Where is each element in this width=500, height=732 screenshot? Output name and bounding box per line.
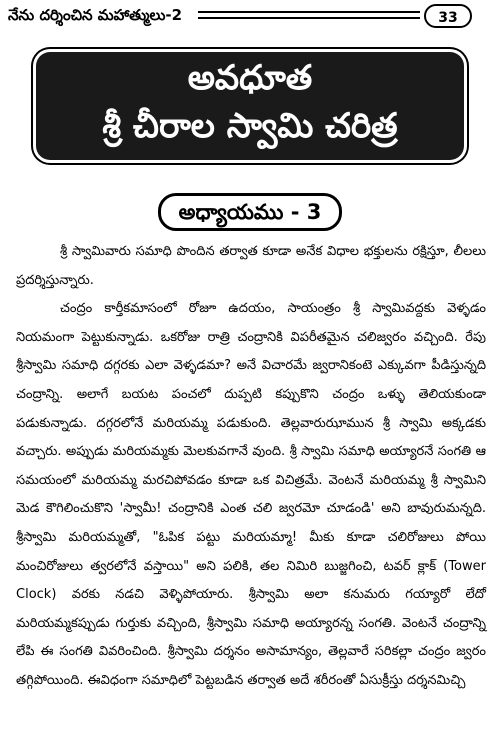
title-line-1: అవధూత [187, 58, 313, 98]
chapter-heading: అధ్యాయము - 3 [158, 193, 342, 231]
running-title: నేను దర్శించిన మహాత్ములు-2 [8, 6, 183, 24]
header-rule [198, 11, 420, 13]
title-line-2: శ్రీ చీరాల స్వామి చరిత్ర [102, 106, 398, 146]
paragraph: శ్రీ స్వామివారు సమాధి పొందిన తర్వాత కూడా అనేక విధాల భక్తులను రక్షిస్తూ, లీలలు ప్రదర్శిస్తున్నారు. [16, 244, 486, 288]
title-banner [36, 52, 464, 160]
page-header [8, 4, 492, 30]
page-number: 33 [424, 4, 472, 28]
paragraph: చంద్రం కార్తీకమాసంలో రోజూ ఉదయం, సాయంత్రం శ్రీ స్వామివద్దకు వెళ్ళడం నియమంగా పెట్టుకున్నాడు. ఒకరోజు రాత్రి చంద్రానికి విపరీతమైన చలిజ్వరం వచ్చింది. రేపు శ్రీస్వామి సమాధి దగ్గరకు ఎలా వెళ్ళడమా? అనే విచారమే జ్వరానికంటె ఎక్కువగా పీడిస్తున్నది చంద్రాన్ని. అలాగే బయట పంచలో దుప్పటి కప్పుకొని చంద్రం ఒళ్ళు తెలియకుండా పడుకున్నాడు. దగ్గరలోనే మరియమ్మ పడుకుంది. తెల్లవారుఝామున శ్రీ స్వామి అక్కడకు వచ్చారు. అప్పుడు మరియమ్మకు మెలకువగానే వుంది. శ్రీ స్వామి సమాధి అయ్యారనే సంగతి ఆ సమయంలో మరియమ్మ మరచిపోవడం కూడా ఒక విచిత్రమే. వెంటనే మరియమ్మ శ్రీ స్వామిని మెడ కౌగిలించుకొని 'స్వామీ! చంద్రానికి ఎంత చలి జ్వరమో చూడండి' అని బావురుమన్నది. శ్రీస్వామి మరియమ్మతో, "ఓపిక పట్టు మరియమ్మా! మీకు కూడా చలిరోజులు పోయి మంచిరోజులు త్వరలోనే వస్తాయి" అని పలికి, తల నిమిరి బుజ్జగించి, టవర్ క్లాక్ (Tower Clock) వరకు నడచి వెళ్ళిపోయారు. శ్రీస్వామి అలా కనుమరు గయ్యారో లేదో మరియమ్మకప్పుడు గుర్తుకు వచ్చింది, శ్రీస్వామి సమాధి అయ్యారన్న సంగతి. వెంటనే చంద్రాన్ని లేపి ఈ సంగతి వివరించింది. శ్రీస్వామి దర్శనం అసామాన్యం, తెల్లవారే సరికల్లా చంద్రం జ్వరం తగ్గిపోయింది. ఈవిధంగా సమాధిలో పెట్టబడిన తర్వాత అదే శరీరంతో ఏసుక్రీస్తు దర్శనమిచ్చి [16, 301, 486, 688]
body-text [16, 238, 486, 696]
